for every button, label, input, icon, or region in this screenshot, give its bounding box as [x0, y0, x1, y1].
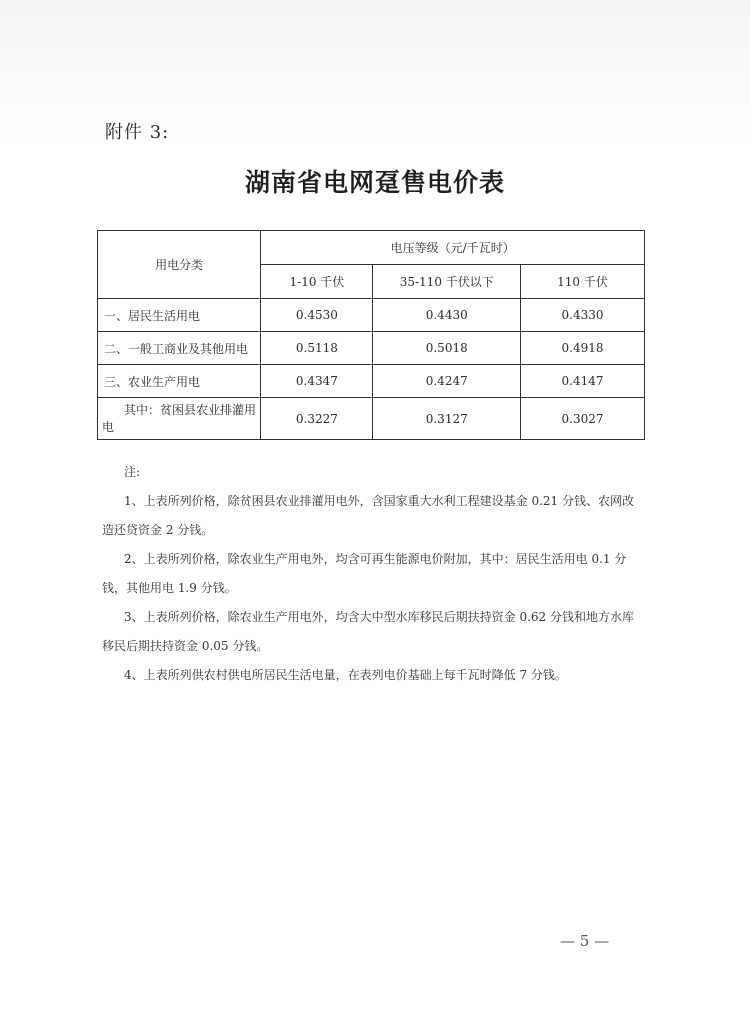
column-header: 1-10 千伏 [261, 265, 373, 299]
note-item: 2、上表所列价格，除农业生产用电外，均含可再生能源电价附加，其中：居民生活用电 0.1 分钱，其他用电 1.9 分钱。 [102, 552, 627, 595]
table-cell: 0.5018 [373, 332, 521, 365]
row-label: 三、农业生产用电 [98, 365, 261, 398]
table-row [98, 398, 645, 440]
row-label-text: 其中：贫困县农业排灌用电 [102, 402, 257, 434]
row-label: 一、居民生活用电 [98, 299, 261, 332]
table-cell: 0.3027 [521, 398, 645, 440]
category-header: 用电分类 [98, 231, 261, 299]
row-label: 二、一般工商业及其他用电 [98, 332, 261, 365]
table-row [98, 332, 645, 365]
table-cell: 0.4147 [521, 365, 645, 398]
table-cell: 0.3127 [373, 398, 521, 440]
voltage-header: 电压等级（元/千瓦时） [261, 231, 645, 265]
column-header: 110 千伏 [521, 265, 645, 299]
column-header: 35-110 千伏以下 [373, 265, 521, 299]
table-header-row [98, 231, 645, 265]
notes-section [102, 458, 642, 690]
table-cell: 0.5118 [261, 332, 373, 365]
table-cell: 0.4247 [373, 365, 521, 398]
row-label [98, 398, 261, 440]
table-cell: 0.4530 [261, 299, 373, 332]
table-cell: 0.4347 [261, 365, 373, 398]
table-row [98, 365, 645, 398]
page-number: — 5 — [560, 932, 610, 950]
price-table [97, 230, 645, 440]
table-cell: 0.3227 [261, 398, 373, 440]
note-item: 1、上表所列价格，除贫困县农业排灌用电外，含国家重大水利工程建设基金 0.21 分钱、农网改造还贷资金 2 分钱。 [102, 494, 634, 537]
table-cell: 0.4918 [521, 332, 645, 365]
notes-label: 注: [124, 465, 141, 479]
table-cell: 0.4430 [373, 299, 521, 332]
page-title: 湖南省电网趸售电价表 [244, 168, 505, 197]
note-item: 3、上表所列价格，除农业生产用电外，均含大中型水库移民后期扶持资金 0.62 分钱和地方水库移民后期扶持资金 0.05 分钱。 [102, 610, 634, 653]
table-row [98, 299, 645, 332]
attachment-label: 附件 3: [105, 122, 170, 143]
note-item: 4、上表所列供农村供电所居民生活电量，在表列电价基础上每千瓦时降低 7 分钱。 [124, 668, 567, 682]
table-cell: 0.4330 [521, 299, 645, 332]
